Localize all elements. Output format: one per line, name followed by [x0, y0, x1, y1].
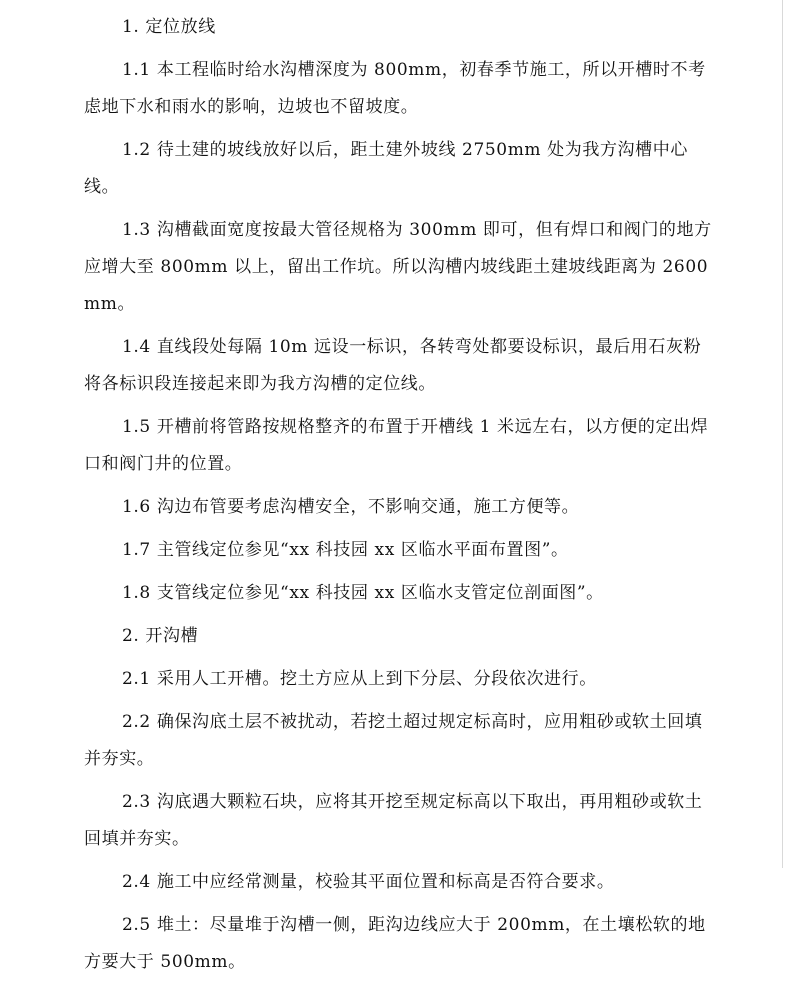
- document-body: [84, 9, 714, 987]
- paragraph-1-5: 1.5 开槽前将管路按规格整齐的布置于开槽线 1 米远左右，以方便的定出焊口和阀门井的位置。: [84, 417, 709, 474]
- paragraph-1-8: 1.8 支管线定位参见“xx 科技园 xx 区临水支管定位剖面图”。: [122, 583, 604, 603]
- paragraph-2-2: 2.2 确保沟底土层不被扰动，若挖土超过规定标高时，应用粗砂或软土回填并夯实。: [84, 712, 703, 769]
- page-edge-divider: [782, 0, 783, 868]
- paragraph-2-3: 2.3 沟底遇大颗粒石块，应将其开挖至规定标高以下取出，再用粗砂或软土回填并夯实。: [84, 792, 703, 849]
- section-heading-2: 2. 开沟槽: [122, 626, 199, 646]
- paragraph-2-5: 2.5 堆土：尽量堆于沟槽一侧，距沟边线应大于 200mm，在土壤松软的地方要大于 500mm。: [84, 915, 706, 972]
- paragraph-1-3: 1.3 沟槽截面宽度按最大管径规格为 300mm 即可，但有焊口和阀门的地方应增大至 800mm 以上，留出工作坑。所以沟槽内坡线距土建坡线距离为 2600mm。: [84, 220, 712, 314]
- paragraph-1-7: 1.7 主管线定位参见“xx 科技园 xx 区临水平面布置图”。: [122, 540, 569, 560]
- paragraph-1-1: 1.1 本工程临时给水沟槽深度为 800mm，初春季节施工，所以开槽时不考虑地下水和雨水的影响，边坡也不留坡度。: [84, 60, 706, 117]
- paragraph-1-2: 1.2 待土建的坡线放好以后，距土建外坡线 2750mm 处为我方沟槽中心线。: [84, 140, 688, 197]
- paragraph-2-4: 2.4 施工中应经常测量，校验其平面位置和标高是否符合要求。: [122, 872, 615, 892]
- paragraph-2-1: 2.1 采用人工开槽。挖土方应从上到下分层、分段依次进行。: [122, 669, 597, 689]
- paragraph-1-4: 1.4 直线段处每隔 10m 远设一标识，各转弯处都要设标识，最后用石灰粉将各标识段连接起来即为我方沟槽的定位线。: [84, 337, 702, 394]
- paragraph-1-6: 1.6 沟边布管要考虑沟槽安全，不影响交通，施工方便等。: [122, 497, 580, 517]
- section-heading-1: 1. 定位放线: [122, 17, 216, 37]
